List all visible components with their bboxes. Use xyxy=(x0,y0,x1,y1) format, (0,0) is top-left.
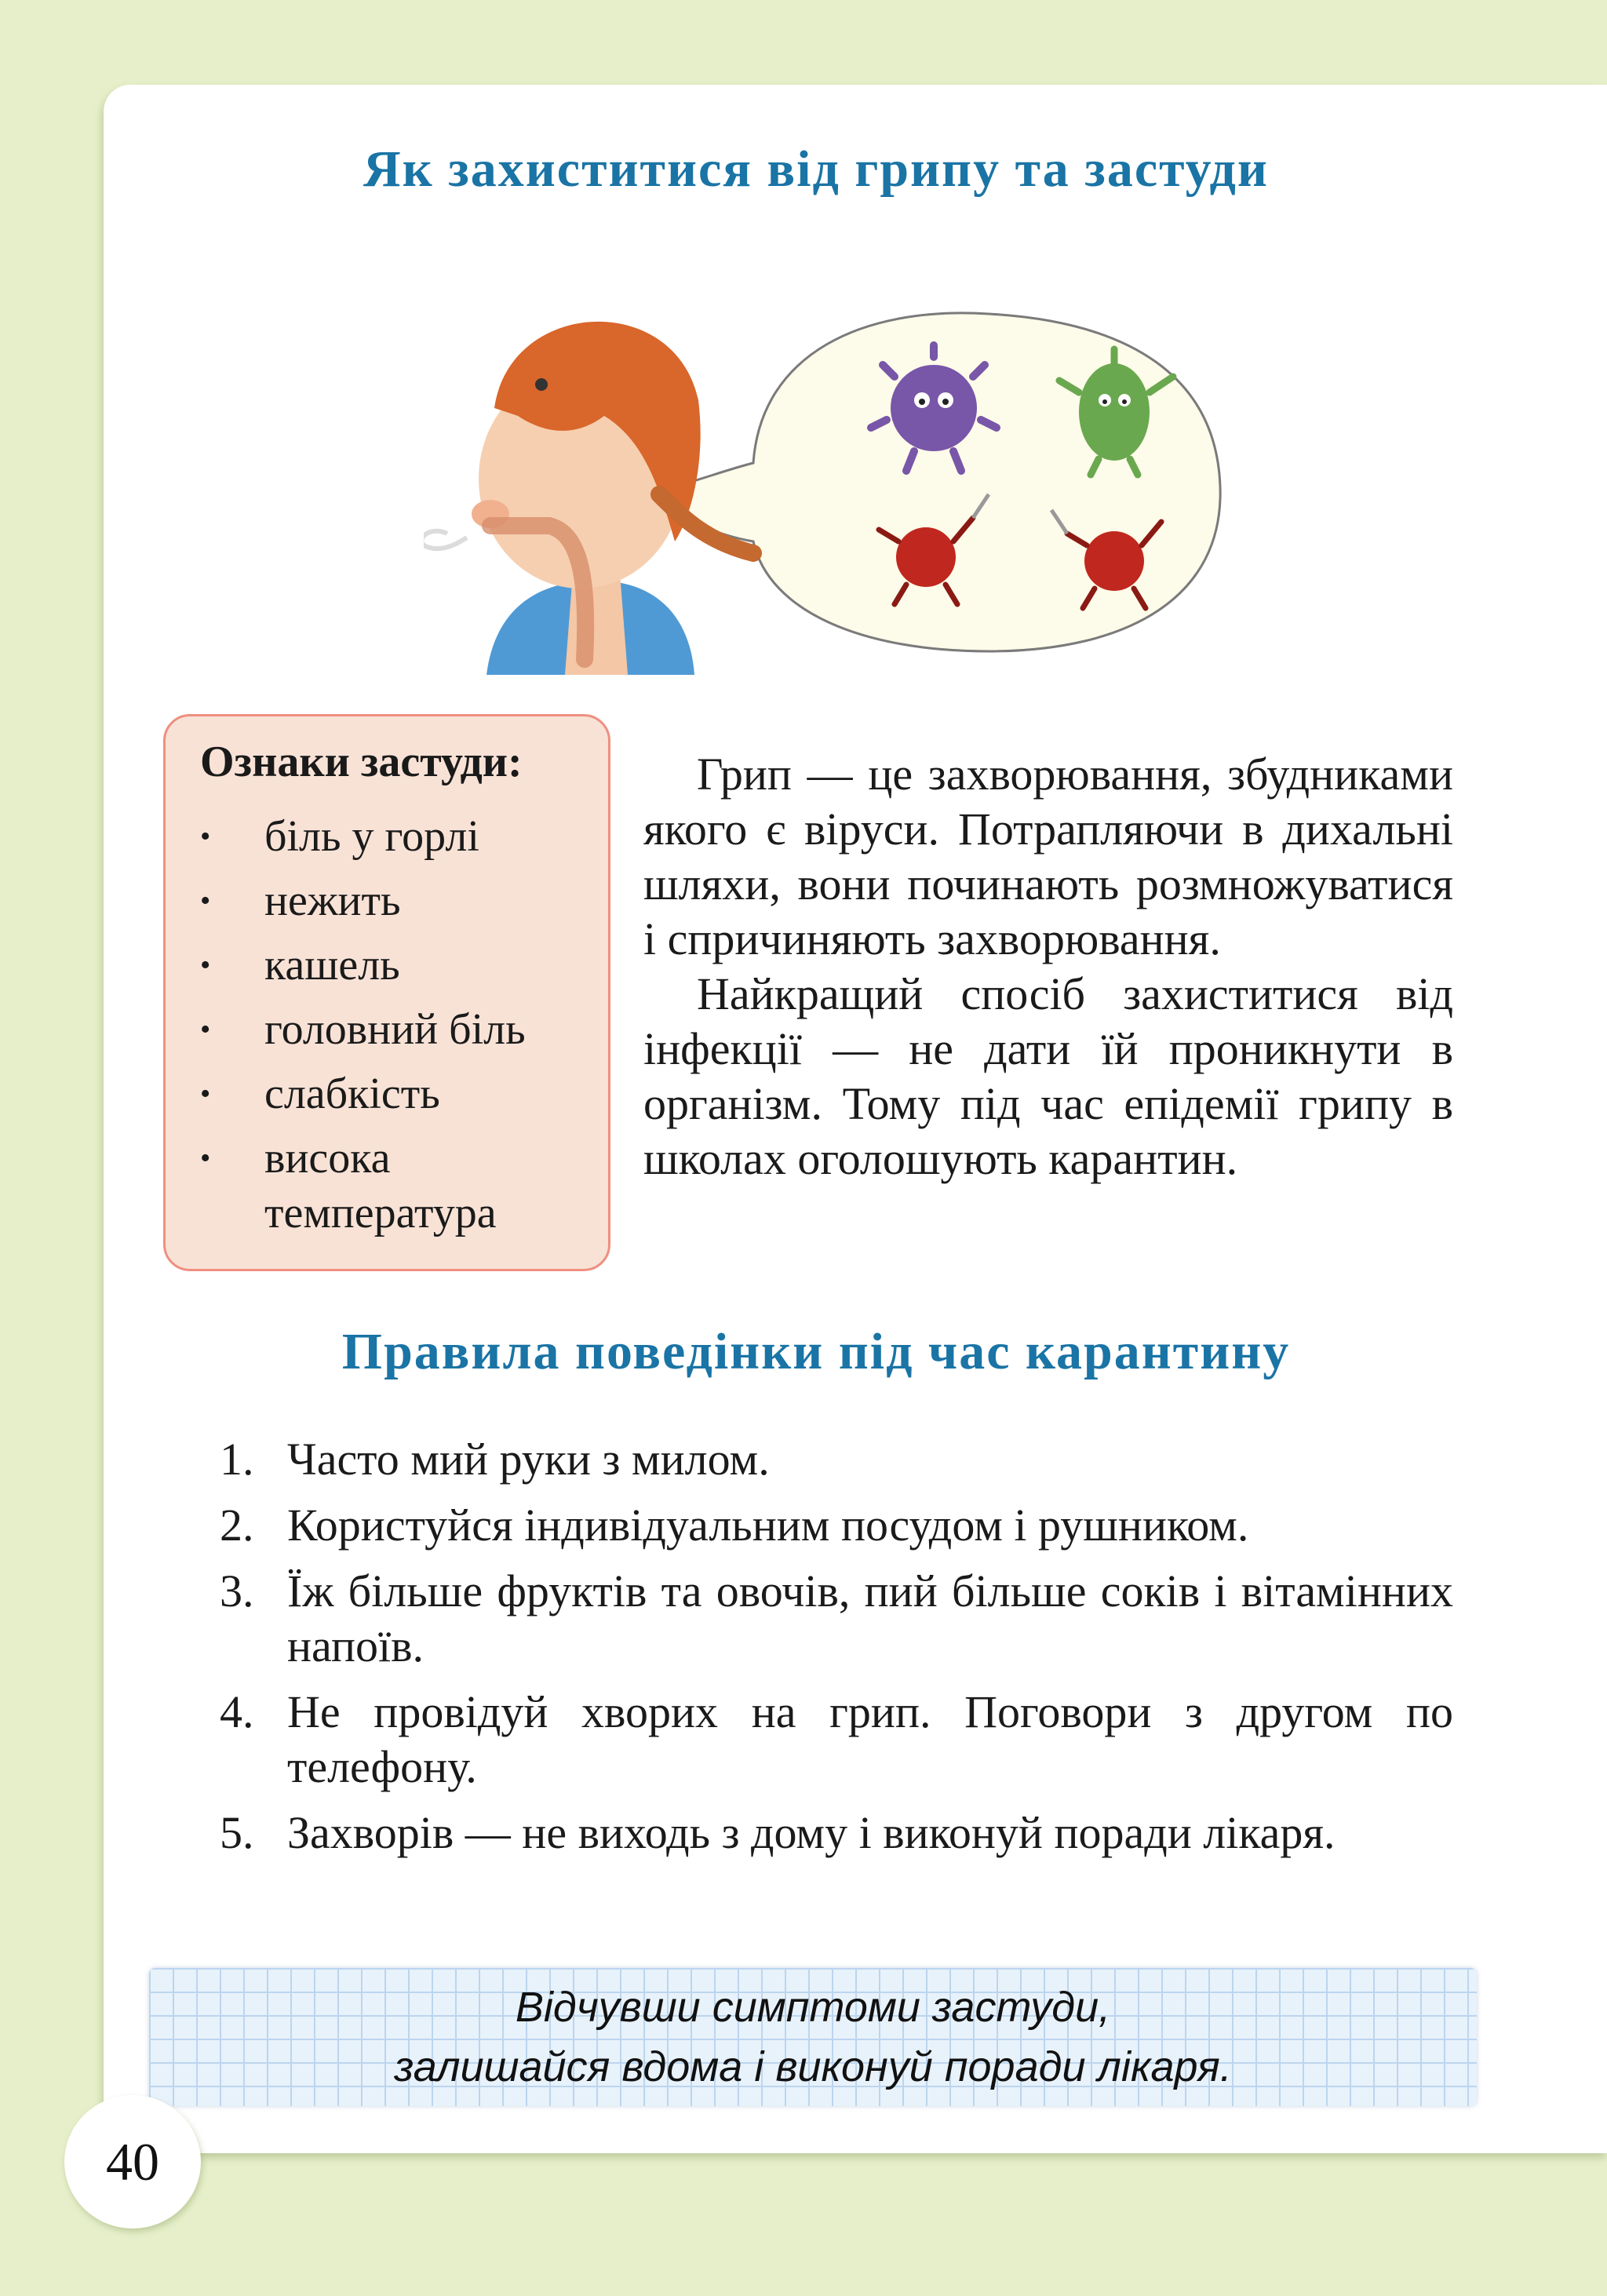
paragraph: Грип — це захворювання, збудниками якого є віруси. Потрапляючи в дихальні шляхи, вони починають розмножуватися і спричиняють захворювання. xyxy=(643,749,1453,964)
symptoms-box xyxy=(163,714,610,1271)
flu-description xyxy=(643,747,1453,1186)
rule-number: 4. xyxy=(220,1686,254,1737)
rule-number: 2. xyxy=(220,1500,254,1551)
note-line: Відчувши симптоми застуди, xyxy=(515,1984,1111,2031)
symptom-item: • слабкість xyxy=(200,1066,592,1121)
rule-item xyxy=(220,1498,1453,1553)
illustration-flu-viruses xyxy=(424,282,1310,675)
rule-number: 3. xyxy=(220,1565,254,1616)
symptom-item: • нежить xyxy=(200,873,592,928)
rule-text: Захворів — не виходь з дому і виконуй поради лікаря. xyxy=(287,1807,1336,1858)
note-line: залишайся вдома і виконуй поради лікаря. xyxy=(394,2043,1232,2090)
paragraph: Найкращий спосіб захиститися від інфекції — не дати їй проникнути в організм. Тому під час епідемії грипу в школах оголошують карантин. xyxy=(643,968,1453,1184)
rules-heading: Правила поведінки під час карантину xyxy=(341,1323,1291,1380)
rule-text: Часто мий руки з милом. xyxy=(287,1434,770,1485)
thought-bubble xyxy=(643,313,1220,651)
symptoms-list xyxy=(200,809,592,1250)
rule-text: Не провідуй хворих на грип. Поговори з другом по телефону. xyxy=(287,1686,1453,1792)
rule-item xyxy=(220,1564,1453,1674)
rule-item xyxy=(220,1685,1453,1795)
symptom-item: • висока температура xyxy=(200,1131,592,1241)
page-title: Як захиститися від грипу та застуди xyxy=(363,140,1269,198)
rule-item xyxy=(220,1806,1453,1860)
rules-list xyxy=(220,1432,1453,1871)
rule-item xyxy=(220,1432,1453,1487)
symptom-item: • біль у горлі xyxy=(200,809,592,864)
page-number: 40 xyxy=(64,2095,201,2229)
rule-text: Їж більше фруктів та овочів, пий більше соків і вітамінних напоїв. xyxy=(287,1565,1453,1671)
advice-note xyxy=(149,1968,1477,2106)
symptom-item: • головний біль xyxy=(200,1002,592,1057)
rule-number: 5. xyxy=(220,1807,254,1858)
symptom-item: • кашель xyxy=(200,938,592,993)
rule-number: 1. xyxy=(220,1434,254,1485)
symptoms-heading: Ознаки застуди: xyxy=(200,738,523,786)
rule-text: Користуйся індивідуальним посудом і рушником. xyxy=(287,1500,1249,1551)
